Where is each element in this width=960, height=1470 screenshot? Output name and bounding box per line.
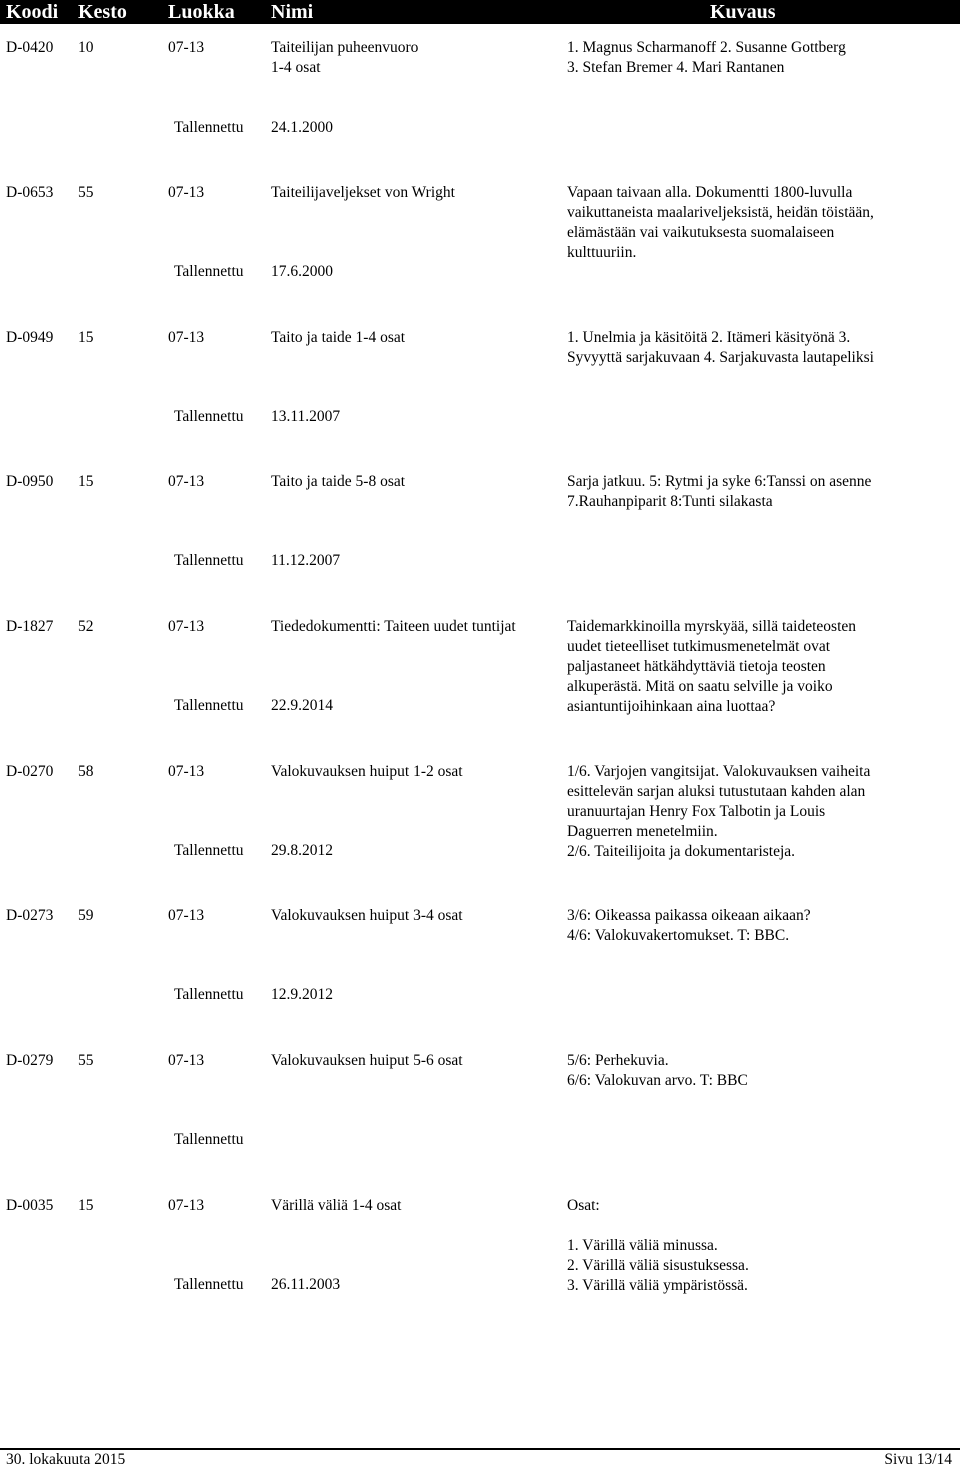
header-luokka: Luokka: [168, 1, 235, 23]
record-description: [567, 328, 874, 368]
record-description: [567, 617, 856, 717]
record-description: [567, 1196, 749, 1296]
saved-date: 26.11.2003: [271, 1276, 341, 1293]
record-description-line: elämästään vai vaikutuksesta suomalaiseen: [567, 224, 835, 241]
record-code: D-0950: [6, 473, 54, 490]
record-duration: 59: [78, 907, 94, 924]
record-name-line: Taito ja taide 5-8 osat: [271, 473, 406, 490]
record-description-line: 1. Värillä väliä minussa.: [567, 1237, 718, 1254]
record-description-line: 1. Magnus Scharmanoff 2. Susanne Gottberg: [567, 39, 846, 56]
record-class: 07-13: [168, 618, 205, 635]
record-duration: 15: [78, 473, 94, 490]
record-description-line: 3. Stefan Bremer 4. Mari Rantanen: [567, 59, 785, 76]
record-name: [271, 183, 455, 203]
record-class: 07-13: [168, 1052, 205, 1069]
record-code: D-0035: [6, 1197, 54, 1214]
table-header: [0, 0, 960, 24]
record-description-line: 7.Rauhanpiparit 8:Tunti silakasta: [567, 493, 773, 510]
record-description-line: Taidemarkkinoilla myrskyää, sillä taideteosten: [567, 618, 857, 635]
record-code: D-0279: [6, 1052, 54, 1069]
record-code: D-0273: [6, 907, 54, 924]
saved-date: 24.1.2000: [271, 119, 333, 136]
record-description-line: Vapaan taivaan alla. Dokumentti 1800-luvulla: [567, 184, 853, 201]
record-description-line: paljastaneet hätkähdyttäviä tietoja teosten: [567, 658, 826, 675]
footer-date: 30. lokakuuta 2015: [6, 1451, 126, 1468]
record-code: D-1827: [6, 618, 54, 635]
record-description-line: asiantuntijoihinkaan aina luottaa?: [567, 698, 776, 715]
saved-date: 22.9.2014: [271, 697, 333, 714]
saved-date: 13.11.2007: [271, 408, 341, 425]
header-koodi: Koodi: [6, 1, 59, 23]
record-description-line: 2. Värillä väliä sisustuksessa.: [567, 1257, 749, 1274]
record-description-line: 1/6. Varjojen vangitsijat. Valokuvauksen vaiheita: [567, 763, 871, 780]
record-class: 07-13: [168, 1197, 205, 1214]
saved-label: Tallennettu: [174, 263, 244, 280]
record-duration: 15: [78, 1197, 94, 1214]
saved-label: Tallennettu: [174, 697, 244, 714]
saved-date: 11.12.2007: [271, 552, 341, 569]
record-class: 07-13: [168, 184, 205, 201]
record-duration: 55: [78, 1052, 94, 1069]
saved-label: Tallennettu: [174, 986, 244, 1003]
saved-label: Tallennettu: [174, 1276, 244, 1293]
record-class: 07-13: [168, 763, 205, 780]
record-duration: 58: [78, 763, 94, 780]
record-description-line: 1. Unelmia ja käsitöitä 2. Itämeri käsityönä 3.: [567, 329, 851, 346]
saved-date: 17.6.2000: [271, 263, 333, 280]
record-name: [271, 762, 463, 782]
saved-label: Tallennettu: [174, 552, 244, 569]
record-description-line: uranuurtajan Henry Fox Talbotin ja Louis: [567, 803, 826, 820]
record-description-line: 3/6: Oikeassa paikassa oikeaan aikaan?: [567, 907, 811, 924]
record-name-line: Taiteilijaveljekset von Wright: [271, 184, 455, 201]
record-description-line: 6/6: Valokuvan arvo. T: BBC: [567, 1072, 748, 1089]
header-kesto: Kesto: [78, 1, 127, 23]
saved-date: 29.8.2012: [271, 842, 333, 859]
record-name: [271, 1196, 401, 1216]
record-class: 07-13: [168, 39, 205, 56]
record-class: 07-13: [168, 329, 205, 346]
record-code: D-0420: [6, 39, 54, 56]
record-description-line: vaikuttaneista maalariveljeksistä, heidän töistään,: [567, 204, 874, 221]
saved-label: Tallennettu: [174, 119, 244, 136]
record-description-line: kulttuuriin.: [567, 244, 637, 261]
record-name: [271, 472, 405, 492]
record-code: D-0653: [6, 184, 54, 201]
saved-label: Tallennettu: [174, 1131, 244, 1148]
record-code: D-0270: [6, 763, 54, 780]
record-name-line: 1-4 osat: [271, 59, 321, 76]
record-name-line: Tiededokumentti: Taiteen uudet tuntijat: [271, 618, 516, 635]
record-description-line: Osat:: [567, 1197, 600, 1214]
record-description: [567, 472, 871, 512]
record-name: [271, 1051, 463, 1071]
record-class: 07-13: [168, 473, 205, 490]
record-description: [567, 38, 846, 78]
record-name: [271, 617, 516, 637]
record-description-line: Daguerren menetelmiin.: [567, 823, 718, 840]
saved-label: Tallennettu: [174, 842, 244, 859]
record-description-line: uudet tieteelliset tutkimusmenetelmät ovat: [567, 638, 831, 655]
record-description: [567, 762, 870, 862]
record-code: D-0949: [6, 329, 54, 346]
saved-label: Tallennettu: [174, 408, 244, 425]
saved-date: 12.9.2012: [271, 986, 333, 1003]
footer-page-number: Sivu 13/14: [884, 1451, 952, 1468]
record-duration: 15: [78, 329, 94, 346]
record-description: [567, 906, 811, 946]
record-name: [271, 38, 418, 78]
record-duration: 52: [78, 618, 94, 635]
record-description-line: esittelevän sarjan aluksi tutustutaan kahden alan: [567, 783, 866, 800]
record-description-line: Sarja jatkuu. 5: Rytmi ja syke 6:Tanssi on asenne: [567, 473, 872, 490]
record-name-line: Taiteilijan puheenvuoro: [271, 39, 419, 56]
record-description-line: 4/6: Valokuvakertomukset. T: BBC.: [567, 927, 790, 944]
record-name-line: Valokuvauksen huiput 1-2 osat: [271, 763, 463, 780]
record-description: [567, 183, 874, 263]
record-duration: 10: [78, 39, 94, 56]
record-name-line: Taito ja taide 1-4 osat: [271, 329, 406, 346]
record-description-line: Syvyyttä sarjakuvaan 4. Sarjakuvasta lautapeliksi: [567, 349, 874, 366]
record-name: [271, 328, 405, 348]
header-kuvaus: Kuvaus: [710, 1, 776, 23]
record-description: [567, 1051, 748, 1091]
record-name: [271, 906, 463, 926]
record-class: 07-13: [168, 907, 205, 924]
record-name-line: Valokuvauksen huiput 5-6 osat: [271, 1052, 463, 1069]
record-name-line: Värillä väliä 1-4 osat: [271, 1197, 402, 1214]
record-name-line: Valokuvauksen huiput 3-4 osat: [271, 907, 463, 924]
record-duration: 55: [78, 184, 94, 201]
record-description-line: alkuperästä. Mitä on saatu selville ja voiko: [567, 678, 833, 695]
header-nimi: Nimi: [271, 1, 314, 23]
footer-divider: [0, 1448, 960, 1450]
record-description-line: 3. Värillä väliä ympäristössä.: [567, 1277, 748, 1294]
record-description-line: [567, 1216, 749, 1236]
record-description-line: 5/6: Perhekuvia.: [567, 1052, 669, 1069]
record-description-line: 2/6. Taiteilijoita ja dokumentaristeja.: [567, 843, 796, 860]
